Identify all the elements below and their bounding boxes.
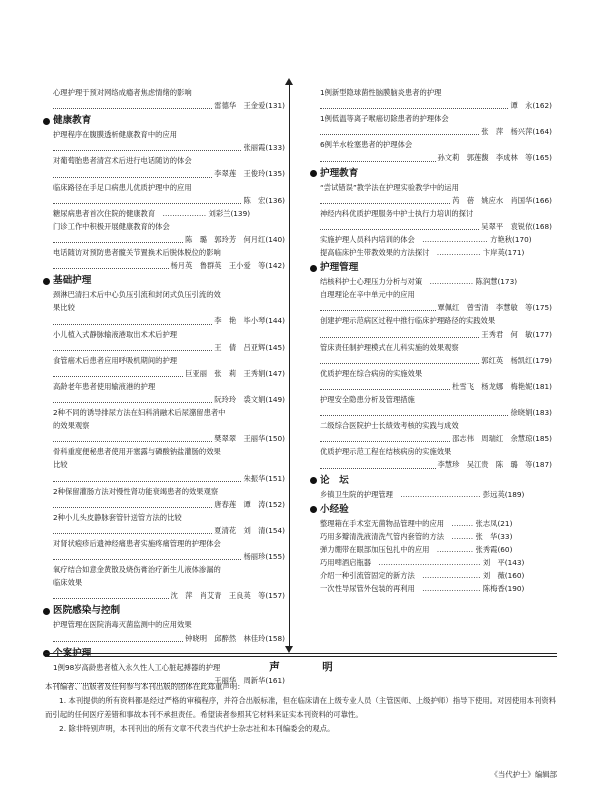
declaration-point-1: 1. 本刊提供的所有资料都是经过严格的审稿程序，并符合出版标准，但在临床请在上级专业人员（主管医师、上级护师）指导下使用。对因使用本刊资料而引起的任何医疗差错和事故本刊不承担责任。希望读者参照其它材料来证实本刊资料的可靠性。 [45,696,557,719]
entry-title-line: “尝试错误”教学法在护理实验教学中的运用 [320,182,459,192]
entry-authors: 沈 萍 肖艾青 王良英 等(157) [170,591,285,601]
entry-title-line: 实施护理人员科内培训的体会 ……………………… 方艳秋(170) [320,234,532,244]
entry-author-line [320,99,552,112]
leader-dots [53,506,212,508]
entry-authors: 杨丽珍(155) [243,552,285,562]
entry-title-line: 二级综合医院护士长绩效考核的实践与成效 [320,421,459,431]
leader-dots [53,176,212,178]
leader-dots [53,107,212,109]
leader-dots [53,532,212,534]
declaration-top-rule-2 [45,656,557,657]
toc-entry [43,537,285,563]
leader-dots [320,414,508,416]
entry-title-line: 提高临床护生带教效果的方法探讨 ……………… 卞岸英(171) [320,248,525,258]
leader-dots [53,202,241,204]
section-heading [43,604,285,618]
section-label: 健康教育 [53,115,92,127]
entry-author-line [53,99,285,112]
toc-entry [43,485,285,511]
leader-dots [320,160,436,162]
toc-entry [43,406,285,445]
entry-author-line [53,259,285,272]
declaration [45,660,557,736]
entry-authors: 孙文莉 郭莲馥 李成林 等(165) [437,153,552,163]
entry-title-line: 1例新型隐球菌性脑膜脑炎患者的护理 [320,88,442,97]
entry-title-line: 护理安全隐患分析及管理措施 [320,394,415,404]
entry-author-line [320,432,552,445]
entry-title-line: 优质护理在综合病房的实施效果 [320,368,423,378]
toc-entry [43,207,285,246]
section-heading [310,503,552,517]
entry-author-line [53,472,285,485]
entry-title-line: 护理程序在腹膜透析健康教育中的应用 [53,130,178,140]
section-bullet-icon [310,477,317,484]
entry-author-line [53,341,285,354]
entry-title-line: 整理箱在手术室无菌物品管理中的应用 ……… 张志凤(21) [320,518,513,528]
entry-authors: 覃佩红 曾雪清 李慧敏 等(175) [437,303,552,313]
section-label: 基础护理 [53,275,92,287]
entry-title-line: 护理管理在医院消毒灭菌监测中的应用效果 [53,620,192,630]
leader-dots [320,362,479,364]
leader-dots [320,388,450,390]
leader-dots [320,309,436,311]
section-bullet-icon [43,278,50,285]
entry-author-line [320,151,552,164]
entry-title-line: 骨科重度便秘患者使用开塞露与磷酸钠盐灌肠的效果 [53,447,221,457]
entry-title-line: 高龄老年患者使用输液港的护理 [53,381,156,391]
leader-dots [53,480,241,482]
entry-title-line: 临床路径在手足口病患儿优质护理中的应用 [53,182,192,192]
entry-authors: 张丽霞(133) [243,143,285,153]
entry-title-line: 介绍一种引流管固定的新方法 …………………… 刘 薇(160) [320,571,525,580]
entry-authors: 李慧珍 吴江贵 陈 璐 等(187) [437,460,552,470]
entry-authors: 谭 永(162) [510,101,552,111]
entry-authors: 唐春莲 谭 涛(152) [214,499,285,509]
toc-left-column [43,86,285,687]
leader-dots [53,267,169,269]
toc-entry [43,511,285,537]
entry-author-line [53,393,285,406]
entry-title-line: 2种保留灌肠方法对慢性肾功能衰竭患者的效果观察 [53,486,219,496]
entry-title-line: 电话随访对预防患者髋关节置换术后脱体脱位的影响 [53,248,221,258]
entry-authors: 徐晓娟(183) [510,408,552,418]
toc-entry [43,563,285,602]
declaration-signature: 《当代护士》编辑部 [490,770,557,779]
leader-dots [53,440,212,442]
section-bullet-icon [43,118,50,125]
entry-title-line: 果比较 [53,303,75,313]
entry-authors: 樊翠翠 王丽华(150) [214,434,285,444]
entry-author-line [320,220,552,233]
entry-title-line: 创建护理示范病区过程中推行临床护理路径的实践效果 [320,316,496,326]
toc-entry [43,246,285,272]
entry-author-line [320,458,552,471]
entry-authors: 钟晓明 邱醉然 林佳玲(158) [185,633,285,643]
entry-title-line: 门诊工作中积极开展健康教育的体会 [53,221,170,231]
toc-entry [310,445,552,471]
divider-arrow-down [285,646,293,653]
toc-entry [43,86,285,112]
entry-title-line: 巧用啤酒启瓶器 …………………………………… 刘 平(143) [320,557,525,567]
section-label: 医院感染与控制 [53,605,121,617]
entry-authors: 王秀君 何 敏(177) [481,329,552,339]
toc-entry [310,275,552,314]
entry-title-line: 糖尿病患者首次住院的健康教育 ……………… 刘彩兰(139) [53,208,251,218]
entry-author-line [53,589,285,602]
entry-authors: 芮 蓓 姚应水 肖国华(166) [452,195,552,205]
entry-authors: 王 倩 吕亚辉(145) [214,342,285,352]
toc-right-column [310,86,552,595]
entry-title-line: 神经内科优质护理服务中护士执行力培训的探讨 [320,208,474,218]
toc-entry [310,86,552,112]
entry-title-line: 食管癌术后患者应用呼吸机期间的护理 [53,355,178,365]
toc-entry [43,618,285,644]
leader-dots [53,375,183,377]
entry-authors: 李 艳 毕小琴(144) [214,316,285,326]
entry-author-line [53,314,285,327]
toc-entry [43,154,285,180]
entry-title-line: 比较 [53,460,68,470]
entry-title-line: 6例羊水栓塞患者的护理体会 [320,140,413,150]
section-bullet-icon [310,265,317,272]
entry-author-line [53,233,285,246]
leader-dots [320,228,479,230]
entry-title-line: 临床效果 [53,578,83,588]
entry-authors: 张 萍 杨兴萍(164) [481,127,552,137]
entry-authors: 雷德华 王金爱(131) [214,101,285,111]
entry-title-line: 心理护理于预对网络成瘾者焦虑情绪的影响 [53,88,192,97]
entry-author-line [320,328,552,341]
leader-dots [53,640,183,642]
leader-dots [53,597,169,599]
declaration-point-2: 2. 除非特别声明，本刊刊出的所有文章不代表当代护士杂志社和本刊编委会的观点。 [59,724,335,733]
entry-authors: 吴翠平 袁锐依(168) [481,221,552,231]
entry-authors: 邵志伟 周瑞红 余慧琼(185) [452,434,552,444]
toc-entry [310,181,552,207]
entry-title-line: 自理理论在辛中单元中的应用 [320,290,415,300]
toc-entry [310,138,552,164]
entry-authors: 夏清花 刘 清(154) [214,525,285,535]
section-label: 个案护理 [53,647,92,659]
entry-title-line: 乡镇卫生院的护理管理 …………………………… 彭远英(189) [320,489,525,499]
entry-authors: 杨月英 鲁群英 王小爱 等(142) [170,261,285,271]
entry-authors: 陈 璐 郭玲芳 何月红(140) [185,234,285,244]
entry-author-line [53,194,285,207]
entry-title-line: 颈淋巴清扫术后中心负压引流和封闭式负压引流的效 [53,290,221,300]
leader-dots [320,202,450,204]
section-bullet-icon [310,170,317,177]
entry-title-line: 优质护理示范工程在结核病房的实施效果 [320,447,452,457]
section-bullet-icon [43,608,50,615]
toc-entry [310,314,552,340]
declaration-top-rule [45,653,557,654]
section-bullet-icon [310,506,317,513]
entry-author-line [53,367,285,380]
declaration-intro: 本刊编者、出版者及任何参与本刊出版的团体在此郑重声明： [45,682,245,691]
entry-author-line [320,354,552,367]
entry-title-line: 结核科护士心理压力分析与对策 ……………… 陈润慧(173) [320,277,518,287]
entry-title-line: 对肾状疱疹后遗神经痛患者实施疼痛管理的护理体会 [53,539,221,548]
declaration-title: 声 明 [269,661,349,673]
section-label: 护理教育 [320,167,359,179]
toc-entry [310,112,552,138]
toc-entry [43,128,285,154]
section-heading [310,474,552,488]
entry-author-line [320,194,552,207]
toc-entry [43,181,285,207]
entry-title-line: 对葡萄胎患者清宫术后进行电话随访的体会 [53,156,192,166]
entry-author-line [320,125,552,138]
entry-title-line: 弹力绷带在眼部加压包扎中的应用 …………… 张秀霞(60) [320,544,513,554]
entry-author-line [53,550,285,563]
section-label: 小经验 [320,503,349,515]
toc-entry [43,328,285,354]
leader-dots [320,336,479,338]
entry-author-line [320,301,552,314]
entry-author-line [53,632,285,645]
entry-author-line [53,167,285,180]
entry-author-line [320,380,552,393]
toc-entry [43,380,285,406]
entry-authors: 朱振华(151) [243,473,285,483]
entry-title-line: 氧疗结合如意金黄散及烧伤膏治疗新生儿液体渗漏的 [53,565,221,575]
entry-title-line: 巧用多瓣清洗液清洗气管内套管的方法 ……… 张 华(33) [320,531,513,541]
toc-entry [43,288,285,327]
entry-author-line [53,524,285,537]
section-label: 论 坛 [320,474,349,486]
section-heading [310,167,552,181]
entry-title-line: 2种小儿头皮静脉套管针送管方法的比较 [53,512,182,522]
entry-authors: 巨亚丽 张 莉 王秀娟(147) [185,368,285,378]
leader-dots [53,241,183,243]
entry-title-line: 一次性导尿管外包装的再利用 …………………… 陈梅香(190) [320,584,525,594]
entry-author-line [53,498,285,511]
entry-author-line [53,432,285,445]
leader-dots [53,558,241,560]
leader-dots [320,133,479,135]
toc-entry [310,367,552,393]
toc-entry [310,393,552,419]
entry-authors: 杜雪飞 杨龙娜 梅艳妮(181) [452,381,552,391]
leader-dots [53,149,241,151]
entry-authors: 陈 宏(136) [243,195,285,205]
entry-title-line: 小儿植入式静脉输液港取出术术后护理 [53,329,178,339]
leader-dots [53,401,212,403]
toc-entry [43,445,285,484]
toc-entry [310,233,552,259]
entry-title-line: 管床责任制护理模式在儿科实施的效果观察 [320,342,459,352]
section-heading [310,261,552,275]
toc-entry [310,207,552,233]
leader-dots [320,467,436,469]
entry-author-line [320,406,552,419]
leader-dots [53,349,212,351]
leader-dots [320,440,450,442]
toc-entry [310,419,552,445]
leader-dots [53,323,212,325]
entry-authors: 王丽华 周新华(161) [214,675,285,685]
section-heading [43,274,285,288]
toc-entry [310,517,552,596]
entry-title-line: 1例98岁高龄患者植入永久性人工心脏起搏器的护理 [53,662,221,672]
entry-author-line [53,141,285,154]
entry-authors: 李翠莲 王俊玲(135) [214,169,285,179]
entry-authors: 郭红英 杨凯红(179) [481,355,552,365]
column-divider [289,84,290,648]
section-label: 护理管理 [320,262,359,274]
toc-entry [310,341,552,367]
leader-dots [320,107,508,109]
entry-title-line: 1例低温等离子喉癌切除患者的护理体会 [320,114,449,124]
entry-authors: 阮玲玲 裘文娟(149) [214,394,285,404]
entry-title-line: 的效果观察 [53,421,90,431]
section-heading [43,114,285,128]
toc-entry [310,488,552,501]
toc-entry [43,354,285,380]
entry-title-line: 2种不同的诱导排尿方法在妇科消融术后尿潴留患者中 [53,408,226,418]
